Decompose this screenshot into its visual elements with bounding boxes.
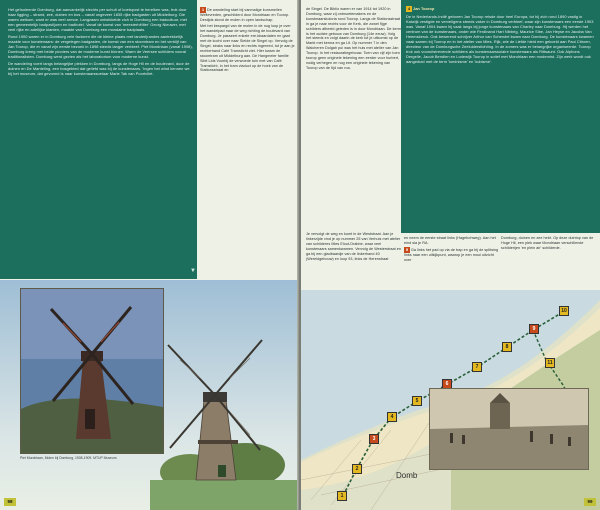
toorop-text-box: [401, 0, 600, 233]
intro-paragraph-3: De wandeling voert langs belangrijke plekken in Domburg, langs de Hoge Hil en de boulevard, door de duinen en De Manteling, een bosgebied dat geliefd was bij de kunstenaars. 'Ingen het wind kennen we bij het museum, dat gevormd is naar kunstenaarssoelaar Marie Tak van Poortvliet.: [8, 60, 190, 77]
walk-paragraph-2: Met het bespargd van de molen in de nug loop je over het wandelpad naar de weg richting de boulevard van Domburg. Je passeert enkele ere.kbaardaten en gaat met de kocht over naar Sielde de Singel op. Vervolg de Singel, straks naar links en rechts ingereed, tot je aan je rechterhand Café Tramsticht ziet. Hier kwam de stoomtram uit Middelburg aan. De Hangmeier familie Sibit Lids Voorbij de verwoede tuin met van Café Tramsticht, in het tram viaduct op de hoek van de Stationsstraat en: [200, 24, 295, 73]
map-town-label: Domb: [396, 471, 418, 480]
walk-text-column-4: [404, 236, 499, 265]
painting-caption: Piet Mondriaan, Molen bij Domburg, 1908-1909. MTUP Museum: [20, 456, 117, 460]
map-stop-marker: 11: [545, 358, 555, 368]
walk-paragraph-7: Domburg, duinen en zee hebt. Op deze duintop van de Hoge Hil, een plek waar Mondriaan verschillende schilderijen 'en plein air' schilderde.: [501, 236, 594, 250]
toorop-title: Jan Toorop: [413, 6, 435, 12]
map-stop-marker: 2: [352, 464, 362, 474]
map-stop-marker: 8: [502, 342, 512, 352]
walk-paragraph-1: 1 De wandeling start bij vanmalige kunsmeilen Weltevreden, geschilderd door Mondriaan en Toorop. Destijds stond de molen in open landschap.: [200, 7, 290, 22]
intro-paragraph-2: Rond 1900 waren er in Domburg vele factoren die de kleine plaats met landerijrandes aantrekkelijk maakte voor kunstenaars: de vergelegen badgasten, de komst van een stoomtram en het verblijf van Jan Toorop, die er vanaf zijn eerste bezoek in 1898 steeds langer verbleef. Piet Mondriaan (vanaf 1908), Domburg kreeg met beide pioniers van de moderne kunst binnen. Warm de Veersee schilders vooral traditionalisten. Domburg werd gezien als het laboratorium voor moderne kunst.: [8, 33, 193, 60]
map-stop-marker: 7: [472, 362, 482, 372]
walk-text-column-5: [501, 236, 596, 252]
intro-text-box: [0, 0, 197, 279]
map-stop-marker: 3: [369, 434, 379, 444]
toorop-paragraph: De in Nederlands-Indië geboren Jan Toorop reisde door heel Europa, tot hij zich rond 1890 vastig in Katwijk vestigde en verveligens steeds vaker in Domburg verbleef, waar zijn kunstenaars een eerste 1903 was. Vanaf 1904 kwam hij vaak langs bij jonge kunstenaars van Charley naar Domburg. Hij werden het centrum van de kunstenaars, onder wie Ferdinand Hart Nibbrig, Maurice Sibe, Jan Heyse en Jacoba Van Heemskerck. Ook bewerend schrijver Arthur van Schendel kwam naar Domburg. De kunstenaars kwamen vaak samen bij Toorop en in het atelier van Mies. Rijk, wie de Liefde hield een gekoeld aan Paul Citroen, directeur van de Domburgsche Zeeluiderstichting. In de zomers was er belangrijke organiseerde. Toorop trok ook vooruitstrevende schilders als kunstenaarssolaire kunstenaars als Rittsaunt. Ook Alphons Dergelle, Jacob Bendien en Lodewijk Toorop in sotief met Mondriaan een modernist. Zijn werk wordt ook aangeduid met de term 'luminisme' en 'kubisme'.: [406, 13, 594, 65]
stop-marker: 1: [201, 7, 205, 12]
walk-paragraph-5: en neem de eerste straat links (Hagebohweg). Aan het eind sla je RA.: [404, 236, 496, 245]
map-stop-marker: 10: [559, 306, 569, 316]
toorop-heading: [406, 6, 596, 12]
map-stop-marker: 5: [412, 396, 422, 406]
page-number-left: 98: [4, 498, 16, 506]
intro-paragraph-1: Het geïsoleerde Domburg, dat aanvankelijk slechts per schuit of koetspost te bereiken was, trok door haar ligging – strand, zee, duinen en bos – vanaf ongeveer 1835 rijke badgasten uit Middelburg. Die waren welkom, want er was veel armoe. Langzaam ontwikkelde zich in Domburg een badcultuur, met een gemeentelijk badpaviljoen en badhotel. Vanaf de komst van 'meesterhëliter' Georg Nieuwer, met veel rijke en adellijke klanten, maakte van Domburg een mondaine badplaats.: [8, 7, 187, 33]
walk-paragraph-3: de Singel. De Biblio waren er van 1914 tot 1920 in Domburg, waar zij ontmoetemakers en de kunstmaarskoloria rond Toorop. Langs de Stationsstraat in ga je naar rechts voor de Kerk, die zowel fijge schilders afbeeld geleden is in door Mondriaan. De kerm is het oudste gebouw van Domburg (14e eeuw). Volg het steeds en volgt daarin de kerk tot je uitkomst op de Markt met kerma en ga Lit. Op nummer 7 in den Walcheren Dolgah pui was het huis met atelier van Jan Toorop. In het restauratiegebouw. Toen van vijf zijn toen toorop geen originele tekening een eerder voor hurbert, nodig verhegen en nog een originele tekening van Toorop van de tijd van roa.: [306, 7, 401, 70]
map-stop-marker: 9: [529, 324, 539, 334]
mondriaan-painting-graphic: [21, 289, 163, 453]
right-page: [301, 0, 600, 510]
walk-paragraph-6: 5 Ga links het pad op via de trap en ga bij de splitsing links naar een uitkijkpunt, waarop je een mooi uitzicht over: [404, 247, 499, 263]
walk-text-column: [200, 7, 295, 277]
map-stop-marker: 6: [442, 379, 452, 389]
walk-text-column-2: [306, 7, 401, 72]
postcard-graphic: [430, 389, 588, 469]
mondriaan-painting: [20, 288, 164, 454]
intro-text: [8, 7, 193, 78]
map-stop-marker: 1: [337, 491, 347, 501]
stop-marker-5: 5: [405, 247, 409, 253]
stop-marker-4: 4: [407, 6, 411, 11]
continue-arrow-icon: ▼: [190, 268, 196, 274]
page-number-right: 99: [584, 498, 596, 506]
map-stop-marker: 4: [387, 412, 397, 422]
left-page: [0, 0, 299, 510]
historic-postcard: [429, 388, 589, 470]
walk-text-column-3: [306, 232, 401, 263]
walk-paragraph-4: Je vervolgt de weg en komt in de Weststraat. Aan je linkerzijde vind je op nummer 25 van Verhuis met atelier van schilderes Mies Elout-Drabbe, waar veel kunstenaars samenkwamen. Vervolg de Westerstraat en ga bij een gladbaardje van de linkerhand 40 (Wereldgebouw) en loop 93, links de Herenstraat: [306, 232, 401, 261]
